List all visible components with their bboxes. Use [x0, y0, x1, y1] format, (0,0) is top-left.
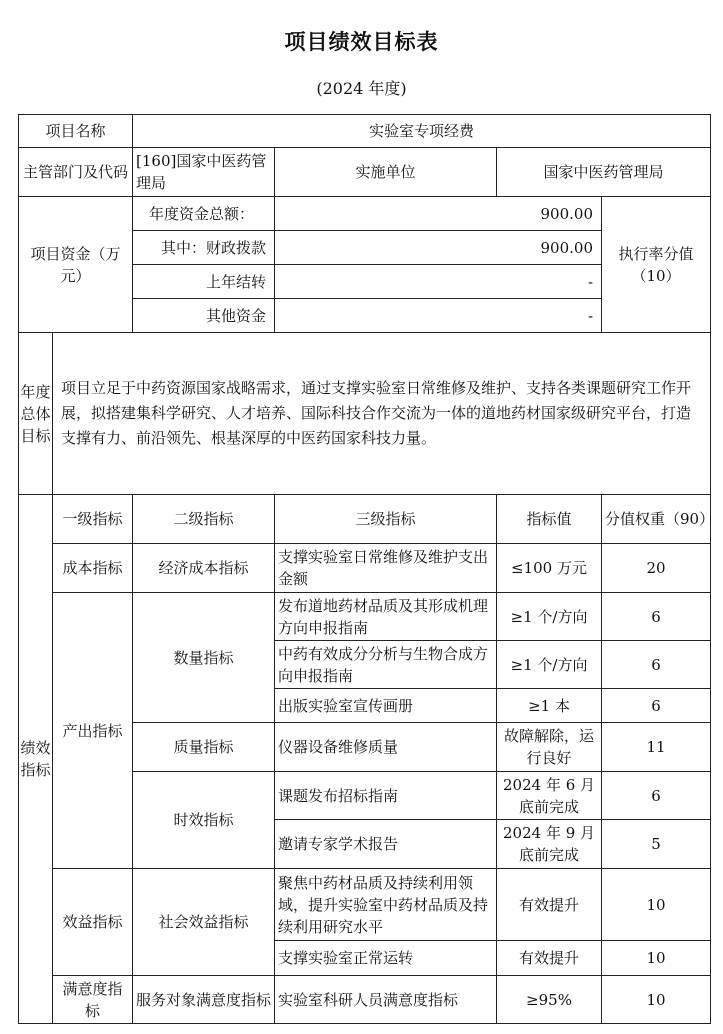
header-level2: 二级指标: [133, 495, 275, 544]
department-label: 主管部门及代码: [19, 148, 133, 197]
project-name-value: 实验室专项经费: [133, 115, 711, 148]
header-weight: 分值权重（90）: [602, 495, 711, 544]
funds-fiscal-value: 900.00: [275, 231, 602, 265]
annual-goal-label: 年度总体目标: [19, 333, 53, 495]
quantity-value: ≥1 本: [497, 689, 602, 723]
timeliness-value: 2024 年 6 月底前完成: [497, 772, 602, 820]
quantity-weight: 6: [602, 689, 711, 723]
indicator-header-row: [19, 495, 711, 544]
benefit-value: 有效提升: [497, 869, 602, 941]
performance-target-table: [18, 114, 715, 1024]
timeliness-level3: 邀请专家学术报告: [275, 820, 497, 869]
satisfaction-level2: 服务对象满意度指标: [133, 976, 275, 1024]
department-row: [19, 148, 711, 197]
execution-rate-score: 执行率分值（10）: [602, 197, 711, 333]
department-value: [160]国家中医药管理局: [133, 148, 275, 197]
output-level1: 产出指标: [53, 593, 133, 869]
cost-level2: 经济成本指标: [133, 544, 275, 593]
header-value: 指标值: [497, 495, 602, 544]
funds-carryover-label: 上年结转: [133, 265, 275, 299]
annual-goal-row: [19, 333, 711, 495]
indicator-section-label: 绩效指标: [19, 495, 53, 1024]
quantity-level3: 中药有效成分分析与生物合成方向申报指南: [275, 641, 497, 689]
timeliness-weight: 6: [602, 772, 711, 820]
timeliness-weight: 5: [602, 820, 711, 869]
table-row: [19, 869, 711, 941]
header-level3: 三级指标: [275, 495, 497, 544]
benefit-weight: 10: [602, 941, 711, 976]
quantity-level2: 数量指标: [133, 593, 275, 723]
funds-label: 项目资金（万元）: [19, 197, 133, 333]
quality-level3: 仪器设备维修质量: [275, 723, 497, 772]
satisfaction-value: ≥95%: [497, 976, 602, 1024]
satisfaction-level1: 满意度指标: [53, 976, 133, 1024]
funds-other-value: -: [275, 299, 602, 333]
quantity-level3: 发布道地药材品质及其形成机理方向申报指南: [275, 593, 497, 641]
annual-goal-text: 项目立足于中药资源国家战略需求，通过支撑实验室日常维修及维护、支持各类课题研究工作开展，拟搭建集科学研究、人才培养、国际科技合作交流为一体的道地药材国家级研究平台，打造支撑有力、前沿领先、根基深厚的中医药国家科技力量。: [53, 333, 711, 495]
cost-value: ≤100 万元: [497, 544, 602, 593]
funds-total-value: 900.00: [275, 197, 602, 231]
benefit-weight: 10: [602, 869, 711, 941]
page-title: 项目绩效目标表: [284, 30, 439, 54]
funds-other-label: 其他资金: [133, 299, 275, 333]
header-level1: 一级指标: [53, 495, 133, 544]
cost-level1: 成本指标: [53, 544, 133, 593]
cost-level3: 支撑实验室日常维修及维护支出金额: [275, 544, 497, 593]
quality-value: 故障解除，运行良好: [497, 723, 602, 772]
benefit-level3: 支撑实验室正常运转: [275, 941, 497, 976]
quantity-value: ≥1 个/方向: [497, 641, 602, 689]
quantity-weight: 6: [602, 593, 711, 641]
project-name-row: [19, 115, 711, 148]
timeliness-level3: 课题发布招标指南: [275, 772, 497, 820]
funds-carryover-value: -: [275, 265, 602, 299]
benefit-level3: 聚焦中药材品质及持续利用领域，提升实验室中药材品质及持续利用研究水平: [275, 869, 497, 941]
funds-fiscal-label: 其中：财政拨款: [133, 231, 275, 265]
satisfaction-level3: 实验室科研人员满意度指标: [275, 976, 497, 1024]
implementing-unit-label: 实施单位: [275, 148, 497, 197]
project-name-label: 项目名称: [19, 115, 133, 148]
quantity-weight: 6: [602, 641, 711, 689]
table-row: [19, 976, 711, 1024]
cost-weight: 20: [602, 544, 711, 593]
table-row: [19, 544, 711, 593]
timeliness-value: 2024 年 9 月底前完成: [497, 820, 602, 869]
funds-total-row: [19, 197, 711, 231]
timeliness-level2: 时效指标: [133, 772, 275, 869]
quantity-level3: 出版实验室宣传画册: [275, 689, 497, 723]
fiscal-year: (2024 年度): [316, 79, 407, 98]
benefit-level1: 效益指标: [53, 869, 133, 976]
table-row: [19, 593, 711, 641]
quality-weight: 11: [602, 723, 711, 772]
satisfaction-weight: 10: [602, 976, 711, 1024]
quantity-value: ≥1 个/方向: [497, 593, 602, 641]
funds-total-label: 年度资金总额：: [133, 197, 275, 231]
quality-level2: 质量指标: [133, 723, 275, 772]
benefit-value: 有效提升: [497, 941, 602, 976]
benefit-level2: 社会效益指标: [133, 869, 275, 976]
implementing-unit-value: 国家中医药管理局: [497, 148, 711, 197]
